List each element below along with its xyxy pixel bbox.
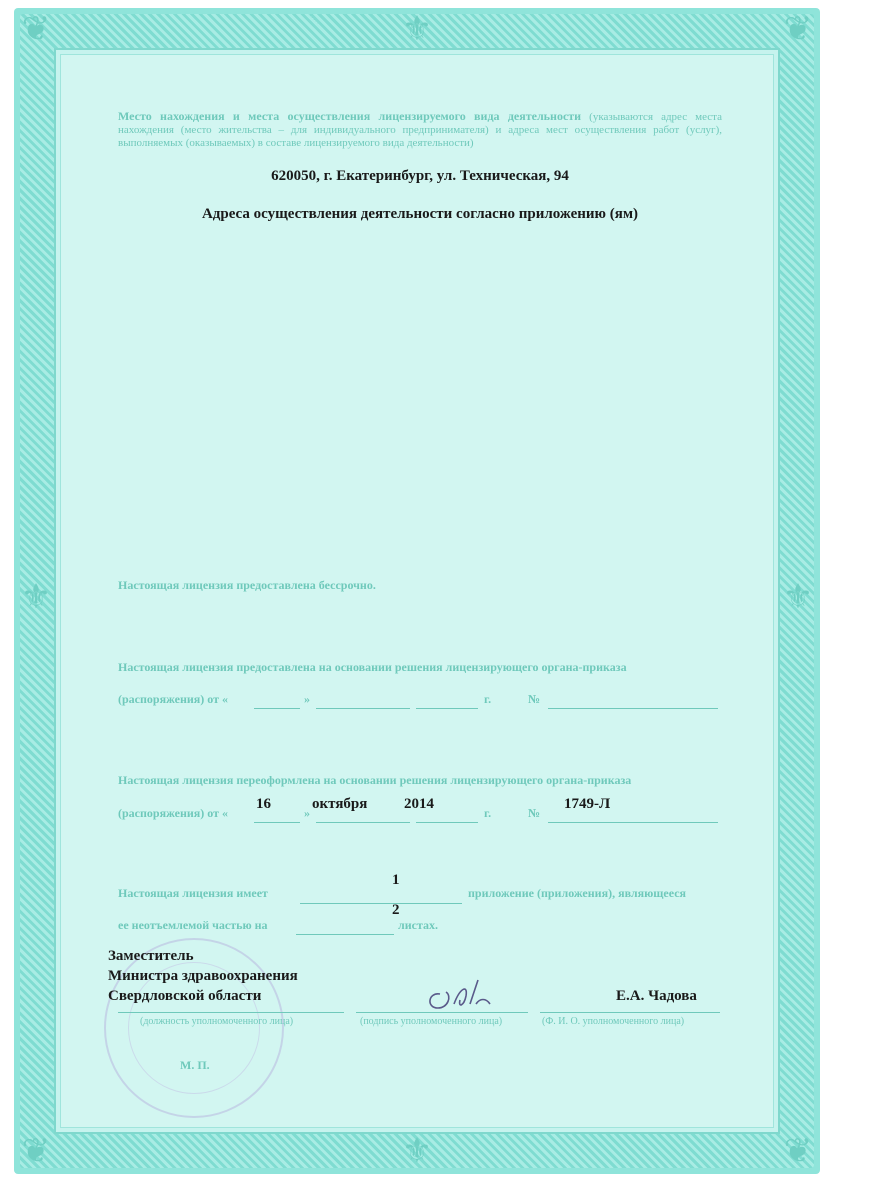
bottom-ornament-icon: ⚜ (401, 1133, 433, 1170)
granted-line1: Настоящая лицензия предоставлена на основании решения лицензирующего органа-приказа (118, 660, 627, 674)
signer-position-line1: Заместитель (108, 948, 194, 964)
reissued-line1: Настоящая лицензия переоформлена на основании решения лицензирующего органа-приказа (118, 773, 632, 787)
header-title: Место нахождения и места осуществления лицензируемого вида деятельности (118, 109, 582, 123)
header-note: (указываются адрес места нахождения (место жительства – для индивидуального предпринимателя) и адреса мест осуществления работ (услуг), выполняемых (оказываемых) в составе лицензируемого вида деятельности) (118, 111, 722, 149)
appendix-text-a: Настоящая лицензия имеет (118, 886, 268, 900)
reissued-year-suffix: г. (484, 806, 492, 820)
caption-signature: (подпись уполномоченного лица) (360, 1016, 503, 1027)
corner-ornament-icon: ❦ (21, 11, 51, 48)
header-block (118, 110, 722, 150)
main-address: 620050, г. Екатеринбург, ул. Техническая, 94 (271, 168, 569, 184)
reissued-quote-close: » (304, 806, 310, 820)
appendix-sheets: 2 (392, 902, 400, 918)
corner-ornament-icon: ❦ (783, 1133, 813, 1170)
reissued-num-label: № (528, 806, 541, 820)
signer-name: Е.А. Чадова (616, 988, 697, 1004)
granted-order-label: (распоряжения) от « (118, 692, 228, 706)
reissued-day: 16 (256, 796, 271, 812)
side-ornament-icon: ⚜ (782, 579, 814, 616)
corner-ornament-icon: ❦ (783, 11, 813, 48)
signer-position-line3: Свердловской области (108, 988, 262, 1004)
seal-place-label: М. П. (180, 1058, 210, 1072)
caption-position: (должность уполномоченного лица) (140, 1016, 294, 1027)
appendix-count: 1 (392, 872, 400, 888)
top-ornament-icon: ⚜ (401, 11, 433, 48)
reissued-number: 1749-Л (564, 796, 611, 812)
appendix-text-b: приложение (приложения), являющееся (468, 886, 687, 900)
reissued-order-label: (распоряжения) от « (118, 806, 228, 820)
corner-ornament-icon: ❦ (21, 1133, 51, 1170)
signer-position-line2: Министра здравоохранения (108, 968, 298, 984)
appendix-text-c: ее неотъемлемой частью на (118, 918, 268, 932)
granted-num-label: № (528, 692, 541, 706)
license-term: Настоящая лицензия предоставлена бессрочно. (118, 578, 376, 592)
appendix-address: Адреса осуществления деятельности согласно приложению (ям) (201, 206, 639, 222)
granted-year-suffix: г. (484, 692, 492, 706)
reissued-year: 2014 (404, 796, 434, 812)
granted-quote-close: » (304, 692, 310, 706)
reissued-month: октября (312, 796, 368, 812)
appendix-text-d: листах. (398, 918, 439, 932)
side-ornament-icon: ⚜ (20, 579, 52, 616)
caption-name: (Ф. И. О. уполномоченного лица) (542, 1016, 685, 1027)
signer-position (108, 946, 298, 1006)
